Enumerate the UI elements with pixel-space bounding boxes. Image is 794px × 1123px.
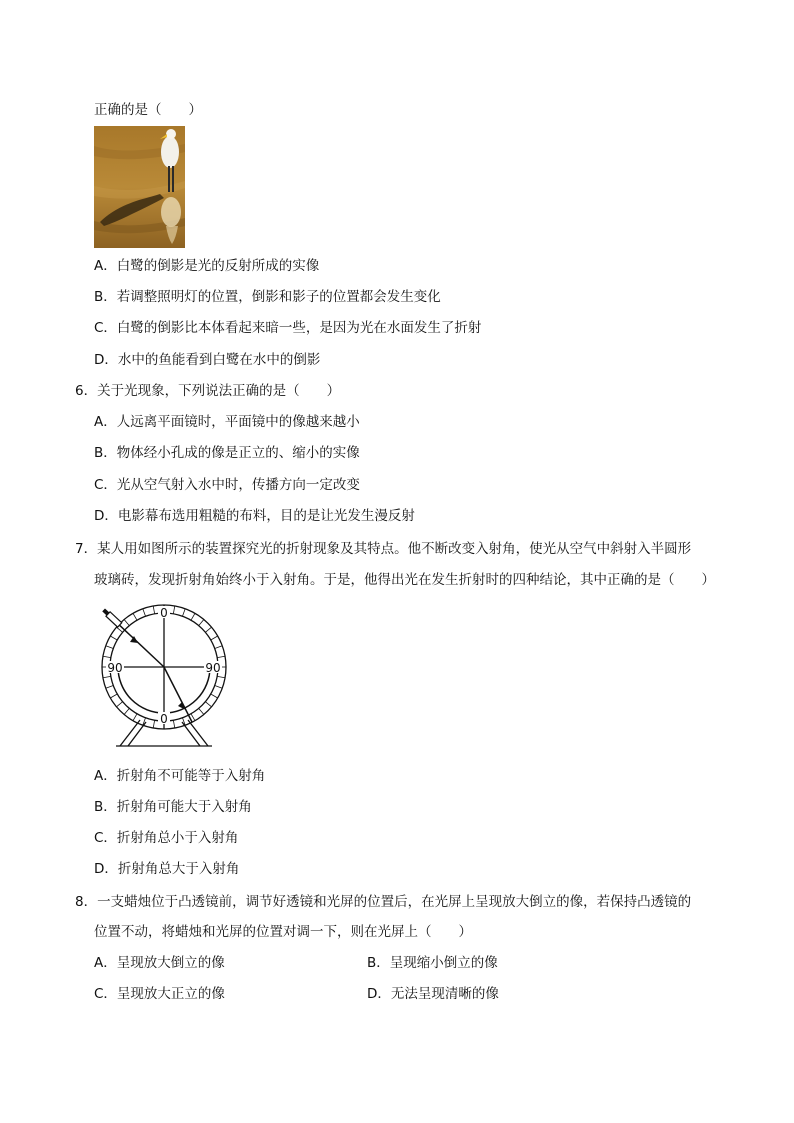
q6-option-b: B．物体经小孔成的像是正立的、缩小的实像	[94, 445, 360, 461]
q5-option-a: A．白鹭的倒影是光的反射所成的实像	[94, 258, 320, 274]
scale-tick	[106, 685, 114, 688]
q8-option-b: B．呈现缩小倒立的像	[367, 955, 498, 971]
scale-tick	[215, 685, 223, 688]
q6-option-c: C．光从空气射入水中时，传播方向一定改变	[94, 477, 360, 493]
scale-tick	[191, 613, 195, 620]
q8-stem-line1: 8．一支蜡烛位于凸透镜前，调节好透镜和光屏的位置后，在光屏上呈现放大倒立的像，若保持凸透镜的	[75, 894, 692, 910]
scale-tick	[153, 606, 154, 614]
refraction-apparatus-diagram	[94, 602, 234, 750]
scale-tick	[199, 620, 204, 626]
scale-tick	[133, 613, 137, 620]
egret-reflection-photo	[94, 126, 185, 248]
scale-tick	[211, 694, 218, 698]
scale-tick	[124, 708, 129, 714]
scale-tick	[173, 606, 174, 614]
scale-tick	[153, 720, 154, 728]
q8-option-a: A．呈现放大倒立的像	[94, 955, 225, 971]
scale-label-bottom: 0	[160, 712, 168, 726]
scale-tick	[110, 694, 117, 698]
scale-label-top: 0	[160, 606, 168, 620]
q6-stem: 6．关于光现象，下列说法正确的是（ ）	[75, 383, 341, 399]
q6-option-d: D．电影幕布选用粗糙的布料，目的是让光发生漫反射	[94, 508, 415, 524]
scale-tick	[217, 676, 225, 677]
scale-tick	[211, 636, 218, 640]
q6-option-a: A．人远离平面镜时，平面镜中的像越来越小	[94, 414, 360, 430]
scale-tick	[205, 702, 211, 707]
scale-tick	[173, 720, 174, 728]
q5-option-b: B．若调整照明灯的位置，倒影和影子的位置都会发生变化	[94, 289, 441, 305]
q7-option-d: D．折射角总大于入射角	[94, 861, 240, 877]
q5-stem-tail: 正确的是（ ）	[94, 102, 202, 118]
q8-stem-line2: 位置不动，将蜡烛和光屏的位置对调一下，则在光屏上（ ）	[94, 924, 472, 940]
q5-option-d: D．水中的鱼能看到白鹭在水中的倒影	[94, 352, 321, 368]
laser-pointer-icon	[102, 608, 122, 627]
scale-tick	[103, 656, 111, 657]
q7-option-a: A．折射角不可能等于入射角	[94, 768, 266, 784]
q7-option-c: C．折射角总小于入射角	[94, 830, 239, 846]
scale-label-right: 90	[205, 661, 221, 675]
refraction-disk-svg	[94, 602, 234, 750]
scale-tick	[215, 646, 223, 649]
scale-tick	[124, 620, 129, 626]
scale-tick	[117, 702, 123, 707]
q5-option-c: C．白鹭的倒影比本体看起来暗一些，是因为光在水面发生了折射	[94, 320, 482, 336]
scale-tick	[205, 627, 211, 632]
q8-option-c: C．呈现放大正立的像	[94, 986, 225, 1002]
scale-tick	[106, 646, 114, 649]
scale-tick	[217, 656, 225, 657]
incident-ray	[114, 620, 164, 667]
egret-photo-image	[94, 126, 185, 248]
scale-tick	[182, 609, 185, 617]
scale-label-left: 90	[107, 661, 123, 675]
q7-stem-line1: 7．某人用如图所示的装置探究光的折射现象及其特点。他不断改变入射角，使光从空气中斜射入半圆形	[75, 541, 692, 557]
scale-tick	[103, 676, 111, 677]
q7-option-b: B．折射角可能大于入射角	[94, 799, 252, 815]
scale-tick	[110, 636, 117, 640]
q7-stem-line2: 玻璃砖，发现折射角始终小于入射角。于是，他得出光在发生折射时的四种结论，其中正确的是（ ）	[94, 572, 715, 588]
q8-option-d: D．无法呈现清晰的像	[367, 986, 499, 1002]
scale-tick	[199, 708, 204, 714]
scale-tick	[143, 609, 146, 617]
scale-tick	[133, 714, 137, 721]
